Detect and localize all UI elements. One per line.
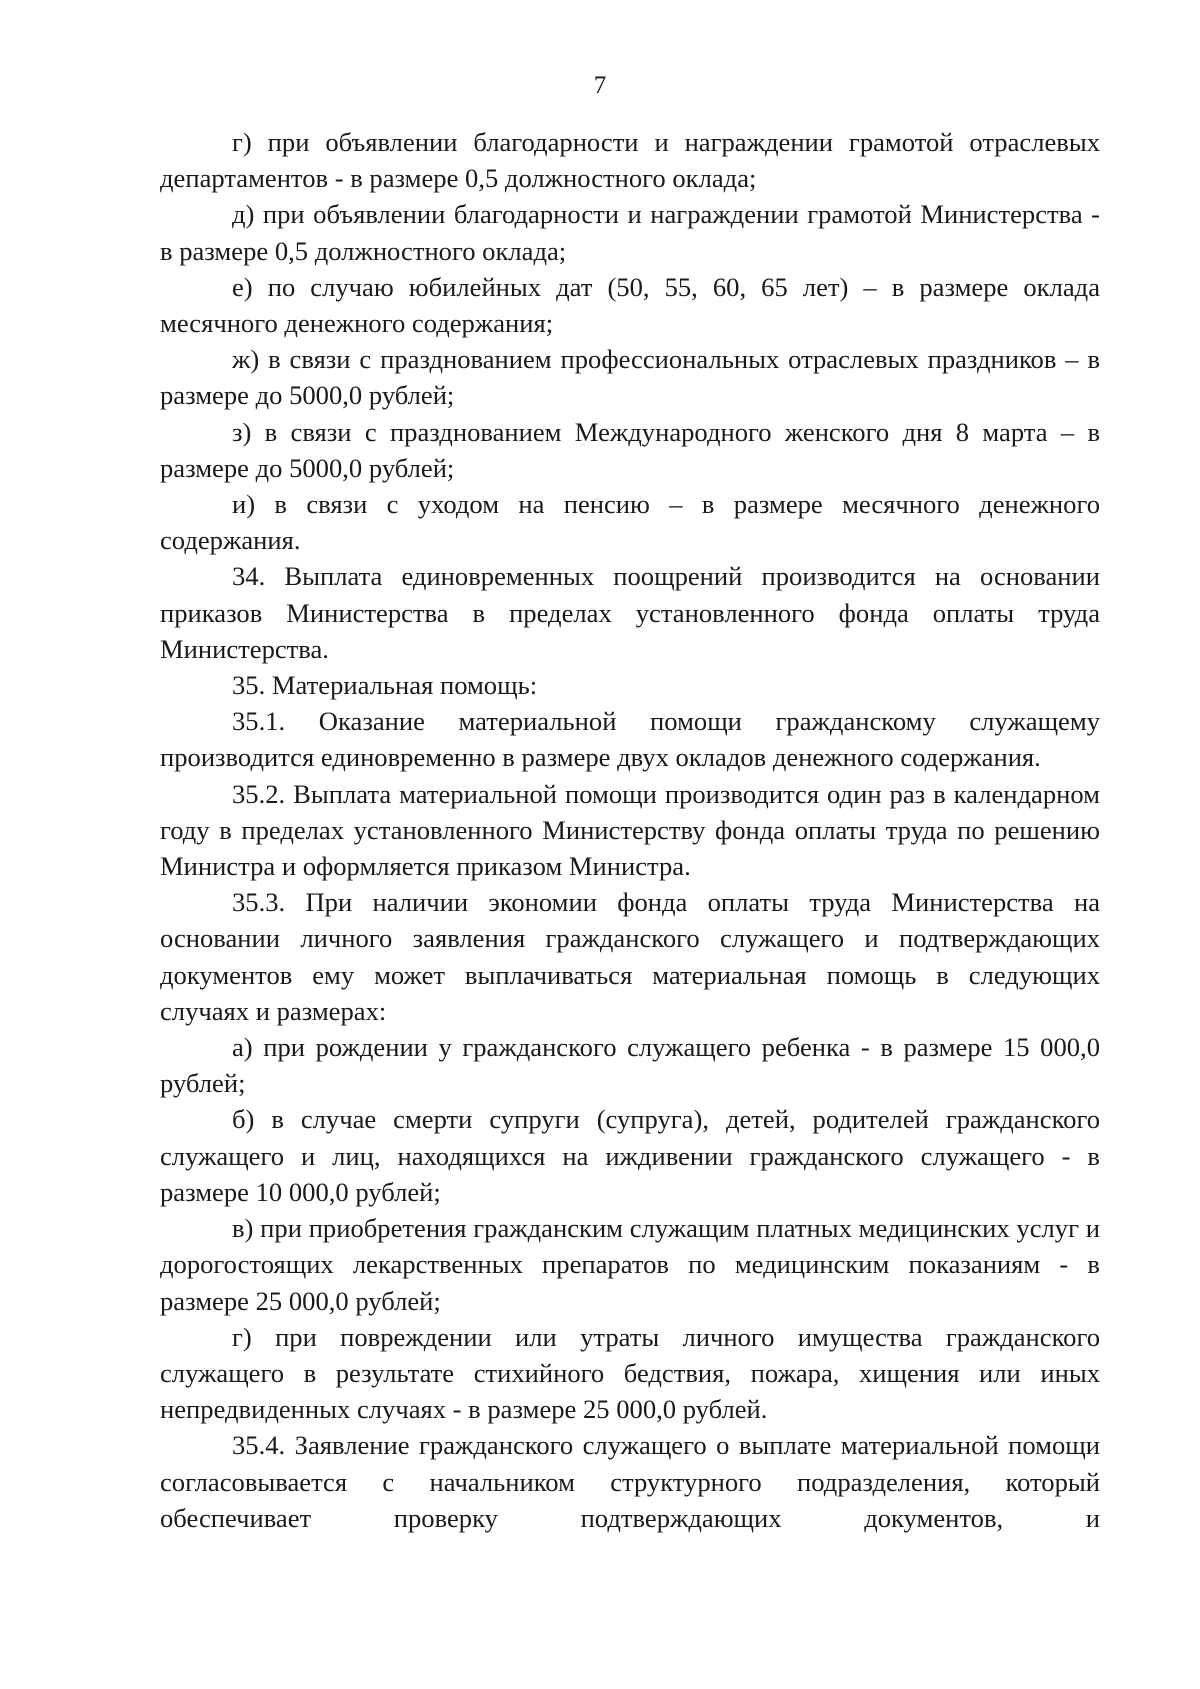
page-number: 7 — [593, 72, 607, 99]
paragraph-35-2: 35.2. Выплата материальной помощи производится один раз в календарном году в пределах установленного Министерству фонда оплаты труда по решению Министра и оформляется приказом Министра. — [160, 778, 1100, 882]
paragraph-35-3-a: а) при рождении у гражданского служащего ребенка - в размере 15 000,0 рублей; — [160, 1032, 1100, 1099]
paragraph-35: 35. Материальная помощь: — [232, 670, 538, 701]
paragraph-item-z: з) в связи с празднованием Международного женского дня 8 марта – в размере до 5000,0 рублей; — [160, 416, 1100, 483]
paragraph-35-3-b: б) в случае смерти супруги (супруга), детей, родителей гражданского служащего и лиц, находящихся на иждивении гражданского служащего - в размере 10 000,0 рублей; — [160, 1104, 1100, 1207]
paragraph-35-3-v: в) при приобретения гражданским служащим платных медицинских услуг и дорогостоящих лекарственных препаратов по медицинским показаниям - в размере 25 000,0 рублей; — [160, 1213, 1100, 1316]
paragraph-item-zh: ж) в связи с празднованием профессиональных отраслевых праздников – в размере до 5000,0 рублей; — [160, 344, 1100, 411]
paragraph-item-g: г) при объявлении благодарности и награждении грамотой отраслевых департаментов - в размере 0,5 должностного оклада; — [160, 127, 1100, 194]
document-body — [160, 124, 1100, 1536]
paragraph-35-1: 35.1. Оказание материальной помощи гражданскому служащему производится единовременно в размере двух окладов денежного содержания. — [160, 706, 1100, 773]
paragraph-35-3: 35.3. При наличии экономии фонда оплаты труда Министерства на основании личного заявления гражданского служащего и подтверждающих документов ему может выплачиваться материальная помощь в следующих случаях и размерах: — [160, 887, 1100, 1026]
paragraph-35-3-g: г) при повреждении или утраты личного имущества гражданского служащего в результате стихийного бедствия, пожара, хищения или иных непредвиденных случаях - в размере 25 000,0 рублей. — [160, 1321, 1100, 1425]
paragraph-item-e: е) по случаю юбилейных дат (50, 55, 60, 65 лет) – в размере оклада месячного денежного содержания; — [160, 271, 1100, 339]
paragraph-item-i: и) в связи с уходом на пенсию – в размере месячного денежного содержания. — [160, 489, 1100, 556]
paragraph-34: 34. Выплата единовременных поощрений производится на основании приказов Министерства в пределах установленного фонда оплаты труда Министерства. — [160, 561, 1100, 664]
paragraph-item-d: д) при объявлении благодарности и награждении грамотой Министерства - в размере 0,5 должностного оклада; — [160, 199, 1100, 266]
paragraph-35-4: 35.4. Заявление гражданского служащего о выплате материальной помощи согласовывается с начальником структурного подразделения, который обеспечивает проверку подтверждающих документов, и — [160, 1430, 1100, 1533]
